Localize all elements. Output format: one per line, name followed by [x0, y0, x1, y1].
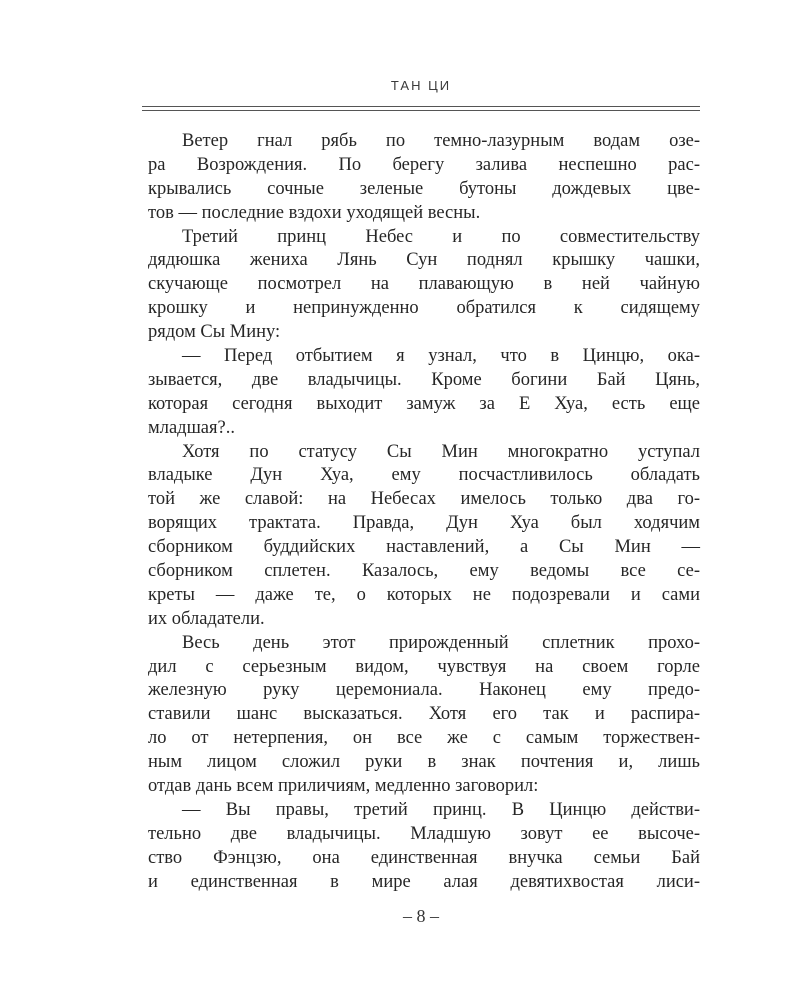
text-line: ставили шанс высказаться. Хотя его так и распира-	[148, 704, 700, 725]
text-line: креты — даже те, о которых не подозревали и сами	[148, 584, 700, 605]
text-line: крошку и непринужденно обратился к сидящему	[148, 298, 700, 319]
paragraph	[148, 345, 700, 441]
text-line: — Вы правы, третий принц. В Цинцю действи-	[182, 799, 700, 820]
text-line: ло от нетерпения, он все же с самым торжествен-	[148, 728, 700, 749]
text-line: дил с серьезным видом, чувствуя на своем горле	[148, 656, 700, 677]
running-title: ТАН ЦИ	[390, 78, 452, 93]
text-line: Третий принц Небес и по совместительству	[182, 226, 700, 247]
text-line: тельно две владычицы. Младшую зовут ее высоче-	[148, 823, 700, 844]
text-line: Весь день этот прирожденный сплетник прохо-	[182, 632, 700, 653]
text-line: и единственная в мире алая девятихвостая лиси-	[148, 871, 700, 892]
text-line: ра Возрождения. По берегу залива неспешно рас-	[148, 154, 700, 175]
page-number: – 8 –	[403, 906, 439, 926]
paragraph	[148, 632, 700, 799]
text-line: скучающе посмотрел на плавающую в ней чайную	[148, 274, 700, 295]
text-line: рядом Сы Мину:	[148, 322, 281, 343]
paragraph	[148, 799, 700, 895]
header-rule-top	[142, 106, 700, 107]
text-line: сборником буддийских наставлений, а Сы Мин —	[148, 537, 700, 558]
text-line: — Перед отбытием я узнал, что в Цинцю, ока-	[182, 346, 700, 367]
text-line: сборником сплетен. Казалось, ему ведомы все се-	[148, 561, 700, 582]
text-line: дядюшка жениха Лянь Сун поднял крышку чашки,	[148, 250, 700, 271]
text-line: той же славой: на Небесах имелось только два го-	[148, 489, 700, 510]
text-line: Ветер гнал рябь по темно-лазурным водам озе-	[182, 131, 700, 151]
text-line: отдав дань всем приличиям, медленно заговорил:	[148, 776, 539, 797]
text-line: Хотя по статусу Сы Мин многократно уступал	[182, 441, 700, 462]
text-line: ство Фэнцзю, она единственная внучка семьи Бай	[148, 847, 700, 868]
paragraph	[148, 130, 700, 226]
header-rule-bottom	[142, 110, 700, 111]
text-line: ворящих трактата. Правда, Дун Хуа был ходячим	[148, 513, 700, 534]
text-line: зывается, две владычицы. Кроме богини Бай Цянь,	[148, 369, 700, 390]
text-line: их обладатели.	[148, 608, 265, 629]
body-text	[148, 130, 700, 895]
paragraph	[148, 441, 700, 632]
text-line: крывались сочные зеленые бутоны дождевых цве-	[148, 178, 700, 199]
text-line: железную руку церемониала. Наконец ему предо-	[148, 680, 700, 701]
text-line: тов — последние вздохи уходящей весны.	[148, 202, 481, 223]
text-line: ным лицом сложил руки в знак почтения и, лишь	[148, 752, 700, 773]
text-line: владыке Дун Хуа, ему посчастливилось обладать	[148, 465, 700, 486]
text-line: младшая?..	[148, 417, 235, 438]
paragraph	[148, 226, 700, 345]
text-line: которая сегодня выходит замуж за Е Хуа, есть еще	[148, 393, 700, 414]
